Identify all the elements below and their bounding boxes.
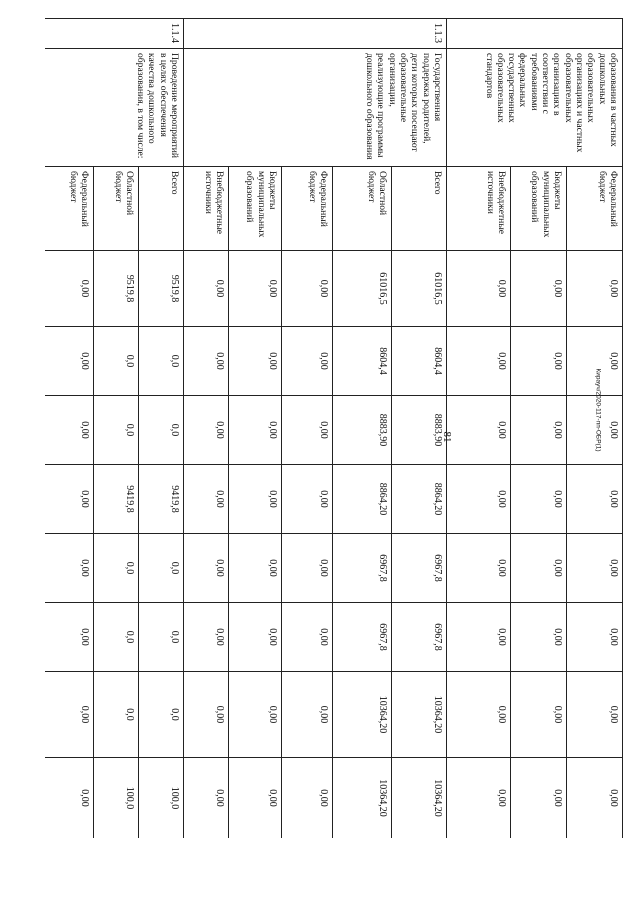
amount-cell: 0,00 <box>447 465 511 534</box>
amount-cell: 6967,8 <box>392 534 447 603</box>
amount-cell: 0,0 <box>139 396 184 465</box>
amount-cell: 0,00 <box>282 672 333 758</box>
amount-cell: 0,00 <box>447 534 511 603</box>
amount-cell: 9419,8 <box>139 465 184 534</box>
amount-cell: 8604,4 <box>333 327 392 396</box>
amount-cell: 100,0 <box>139 758 184 839</box>
amount-cell: 0,00 <box>229 396 282 465</box>
amount-cell: 0,0 <box>139 672 184 758</box>
amount-cell: 0,00 <box>45 327 94 396</box>
amount-cell: 10364,20 <box>392 758 447 839</box>
amount-cell: 0,00 <box>45 534 94 603</box>
amount-cell: 0,00 <box>184 672 229 758</box>
amount-cell: 0,00 <box>184 251 229 327</box>
measure-name-cell: Государственная поддержка родителей, дети которых посещают образовательные организации, реализующие программы дошкольного образования <box>184 49 447 167</box>
amount-cell: 0,00 <box>184 327 229 396</box>
amount-cell: 0,00 <box>447 672 511 758</box>
amount-cell: 0,00 <box>567 396 623 465</box>
amount-cell: 0,00 <box>511 534 567 603</box>
amount-cell: 0,00 <box>282 603 333 672</box>
amount-cell: 0,00 <box>511 603 567 672</box>
amount-cell: 0,0 <box>94 396 139 465</box>
amount-cell: 0,00 <box>282 534 333 603</box>
document-side-note: Кирауч/2020-117-пп-ОБР(1) <box>594 368 602 452</box>
amount-cell: 0,00 <box>447 327 511 396</box>
funding-source-cell: Областной бюджет <box>94 167 139 251</box>
amount-cell: 9519,8 <box>94 251 139 327</box>
amount-cell: 6967,8 <box>333 534 392 603</box>
amount-cell: 0,0 <box>139 327 184 396</box>
amount-cell: 0,00 <box>511 465 567 534</box>
funding-source-cell: Всего <box>139 167 184 251</box>
amount-cell: 9519,8 <box>139 251 184 327</box>
amount-cell: 0,00 <box>229 758 282 839</box>
amount-cell: 0,00 <box>282 758 333 839</box>
table-rotator <box>45 18 623 838</box>
amount-cell: 0,00 <box>511 672 567 758</box>
table-row <box>392 19 447 839</box>
amount-cell: 8604,4 <box>392 327 447 396</box>
amount-cell: 10364,20 <box>333 758 392 839</box>
amount-cell: 0,00 <box>511 396 567 465</box>
amount-cell: 10364,20 <box>392 672 447 758</box>
funding-source-cell: Областной бюджет <box>333 167 392 251</box>
amount-cell: 0,00 <box>567 534 623 603</box>
funding-source-cell: Федеральный бюджет <box>282 167 333 251</box>
funding-source-cell: Федеральный бюджет <box>567 167 623 251</box>
amount-cell: 0,00 <box>567 758 623 839</box>
amount-cell: 8883,90 <box>333 396 392 465</box>
amount-cell: 6967,8 <box>333 603 392 672</box>
amount-cell: 0,00 <box>447 758 511 839</box>
table-viewport <box>45 18 623 838</box>
amount-cell: 0,00 <box>184 396 229 465</box>
amount-cell: 0,00 <box>45 758 94 839</box>
table-row <box>139 19 184 839</box>
amount-cell: 0,00 <box>447 251 511 327</box>
funding-source-cell: Бюджеты муниципальных образований <box>511 167 567 251</box>
amount-cell: 0,0 <box>94 534 139 603</box>
amount-cell: 0,00 <box>567 672 623 758</box>
amount-cell: 0,0 <box>94 327 139 396</box>
amount-cell: 9419,8 <box>94 465 139 534</box>
amount-cell: 0,00 <box>511 758 567 839</box>
amount-cell: 0,00 <box>447 396 511 465</box>
amount-cell: 0,0 <box>94 603 139 672</box>
amount-cell: 0,00 <box>229 465 282 534</box>
amount-cell: 0,00 <box>229 603 282 672</box>
amount-cell: 0,00 <box>229 251 282 327</box>
funding-source-cell: Бюджеты муниципальных образований <box>229 167 282 251</box>
amount-cell: 61016,5 <box>392 251 447 327</box>
amount-cell: 0,00 <box>45 465 94 534</box>
amount-cell: 0,00 <box>184 465 229 534</box>
amount-cell: 6967,8 <box>392 603 447 672</box>
amount-cell: 0,00 <box>184 758 229 839</box>
measure-name-cell: образования в частных дошкольных образовательных организациях и частных образовательных организациях в соответствии с требованиями федеральных государственных образовательных стандартов <box>447 49 623 167</box>
measure-name-cell: Проведение мероприятий в целях обеспечения качества дошкольного образования, в том числе: <box>45 49 184 167</box>
amount-cell: 0,00 <box>184 534 229 603</box>
amount-cell: 0,00 <box>229 534 282 603</box>
amount-cell: 0,00 <box>282 465 333 534</box>
amount-cell: 0,00 <box>45 672 94 758</box>
budget-table <box>45 18 623 838</box>
amount-cell: 0,00 <box>45 396 94 465</box>
amount-cell: 0,00 <box>447 603 511 672</box>
amount-cell: 100,0 <box>94 758 139 839</box>
amount-cell: 0,00 <box>229 327 282 396</box>
item-number-cell: 1.1.3 <box>184 19 447 49</box>
amount-cell: 61016,5 <box>333 251 392 327</box>
amount-cell: 0,0 <box>139 603 184 672</box>
amount-cell: 0,00 <box>567 603 623 672</box>
funding-source-cell: Федеральный бюджет <box>45 167 94 251</box>
amount-cell: 0,00 <box>567 251 623 327</box>
amount-cell: 0,00 <box>282 396 333 465</box>
amount-cell: 0,00 <box>282 251 333 327</box>
amount-cell: 0,00 <box>511 327 567 396</box>
funding-source-cell: Внебюджетные источники <box>184 167 229 251</box>
amount-cell: 0,00 <box>45 251 94 327</box>
item-number-cell <box>447 19 623 49</box>
item-number-cell: 1.1.4 <box>45 19 184 49</box>
amount-cell: 8864,20 <box>392 465 447 534</box>
amount-cell: 8864,20 <box>333 465 392 534</box>
amount-cell: 0,00 <box>45 603 94 672</box>
amount-cell: 0,00 <box>229 672 282 758</box>
amount-cell: 0,0 <box>139 534 184 603</box>
amount-cell: 0,00 <box>567 327 623 396</box>
page-number: 81 <box>441 431 453 443</box>
amount-cell: 10364,20 <box>333 672 392 758</box>
amount-cell: 0,0 <box>94 672 139 758</box>
funding-source-cell: Внебюджетные источники <box>447 167 511 251</box>
amount-cell: 0,00 <box>567 465 623 534</box>
amount-cell: 0,00 <box>282 327 333 396</box>
table-row <box>567 19 623 839</box>
amount-cell: 8883,90 <box>392 396 447 465</box>
amount-cell: 0,00 <box>184 603 229 672</box>
amount-cell: 0,00 <box>511 251 567 327</box>
funding-source-cell: Всего <box>392 167 447 251</box>
budget-table-body <box>45 19 623 839</box>
